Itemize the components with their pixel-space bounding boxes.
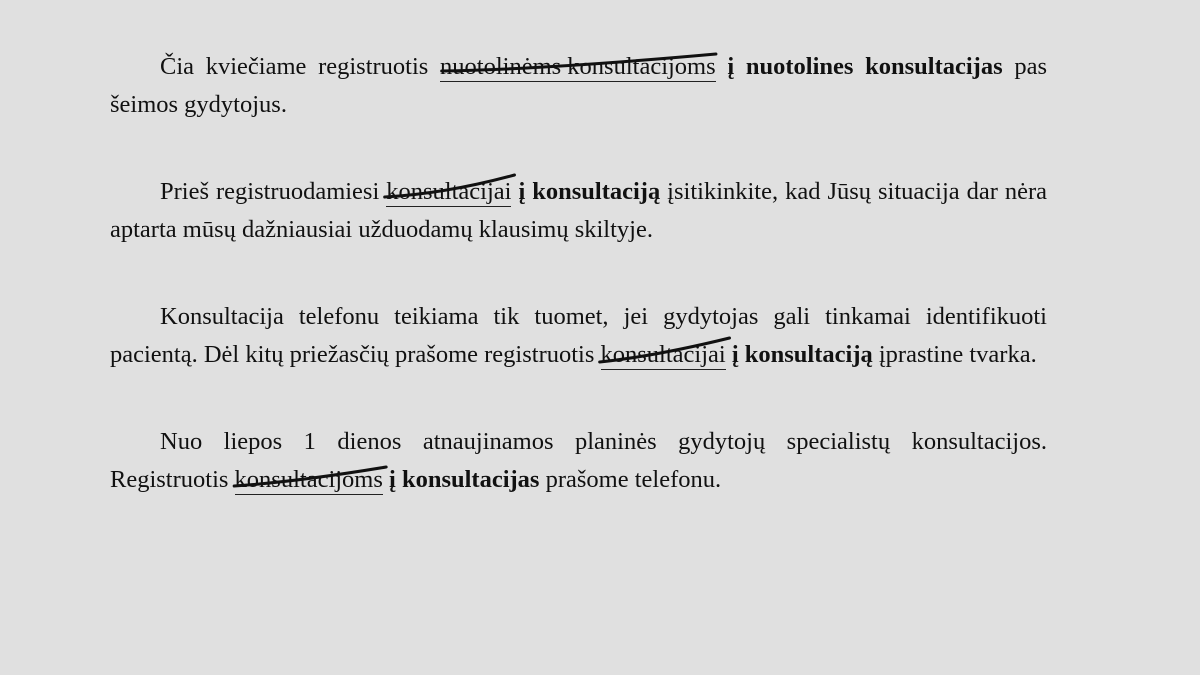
underline: [235, 494, 383, 495]
paragraph-4: [110, 423, 1047, 499]
document-body: [110, 48, 1047, 548]
struck-text: konsultacijoms: [234, 466, 383, 493]
text-before: Prieš registruodamiesi: [160, 178, 387, 205]
correction-text: į nuotolines konsultacijas: [727, 53, 1003, 80]
correction-text: į konsultaciją: [731, 341, 873, 368]
text-after: įsitikinkite, kad Jūsų situacija dar nėra aptarta mūsų dažniausiai užduodamų klausimų skiltyje.: [110, 178, 1048, 243]
text-before: Konsultacija telefonu teikiama tik tuomet, jei gydytojas gali tinkamai identifikuoti pacientą. Dėl kitų priežasčių prašome registruotis: [110, 303, 1047, 368]
struck-text: konsultacijai: [386, 178, 512, 205]
struck-phrase: [386, 173, 511, 211]
correction-text: į konsultaciją: [518, 178, 661, 205]
underline: [601, 369, 726, 370]
text-before: Nuo liepos 1 dienos atnaujinamos planinės gydytojų specialistų konsultacijos. Registruotis: [110, 428, 1047, 493]
text-after: prašome telefonu.: [539, 466, 722, 493]
struck-text: konsultacijai: [600, 341, 726, 368]
text-after: pas šeimos gydytojus.: [110, 53, 1047, 118]
struck-text: nuotolinėms konsultacijoms: [440, 53, 716, 80]
struck-phrase: [440, 48, 716, 86]
correction-text: į konsultacijas: [389, 466, 540, 493]
struck-phrase: [601, 336, 726, 374]
underline: [440, 81, 716, 82]
text-before: Čia kviečiame registruotis: [160, 53, 441, 80]
paragraph-1: [110, 48, 1047, 124]
struck-phrase: [235, 461, 383, 499]
paragraph-2: [110, 173, 1047, 249]
paragraph-3: [110, 298, 1047, 374]
underline: [386, 206, 511, 207]
text-after: įprastine tvarka.: [872, 341, 1037, 368]
